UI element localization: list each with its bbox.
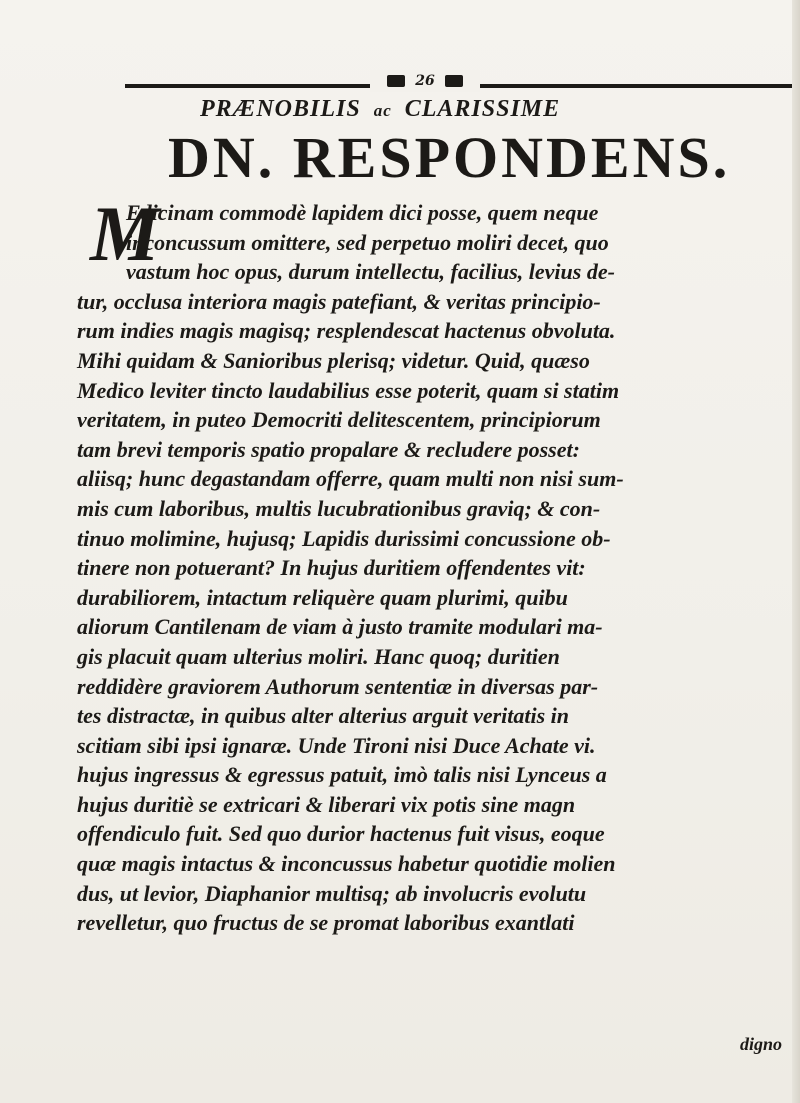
text-line: tinuo molimine, hujusq; Lapidis durissimi concussione ob- — [77, 525, 611, 551]
text-line: tinere non potuerant? In hujus duritiem offendentes vit: — [77, 555, 586, 581]
page-number: 26 — [415, 73, 435, 89]
text-line: inconcussum omittere, sed perpetuo moliri decet, quo — [126, 229, 609, 255]
text-line: aliisq; hunc degastandam offerre, quam multi non nisi sum- — [77, 466, 624, 492]
text-line: scitiam sibi ipsi ignaræ. Unde Tironi nisi Duce Achate vi. — [77, 732, 596, 758]
header-ornament — [125, 70, 795, 92]
text-line: tam brevi temporis spatio propalare & recludere posset: — [77, 436, 580, 462]
text-line: durabiliorem, intactum reliquère quam plurimi, quibu — [77, 584, 568, 610]
body-text — [60, 198, 800, 938]
text-line: vastum hoc opus, durum intellectu, facilius, levius de- — [126, 259, 615, 285]
text-line: gis placuit quam ulterius moliri. Hanc quoq; duritien — [77, 643, 560, 669]
heading-left: PRÆNOBILIS — [200, 96, 361, 122]
text-line: tur, occlusa interiora magis patefiant, & veritas principio- — [77, 288, 601, 314]
ornament-right-icon — [445, 75, 463, 87]
text-line: rum indies magis magisq; resplendescat hactenus obvoluta. — [77, 318, 616, 344]
text-line: hujus duritiè se extricari & liberari vix potis sine magn — [77, 791, 576, 817]
text-line: quæ magis intactus & inconcussus habetur quotidie molien — [77, 851, 616, 877]
text-line: aliorum Cantilenam de viam à justo tramite modulari ma- — [77, 614, 603, 640]
heading-ac: ac — [373, 101, 392, 120]
drop-capital: M — [90, 190, 160, 277]
text-line: revelletur, quo fructus de se promat laboribus exantlati — [77, 910, 575, 936]
dedication-heading — [200, 96, 800, 123]
text-line: tes distractæ, in quibus alter alterius arguit veritatis in — [77, 703, 570, 729]
text-line: veritatem, in puteo Democriti delitescentem, principiorum — [77, 407, 601, 433]
text-line: Medico leviter tincto laudabilius esse poterit, quam si statim — [77, 377, 620, 403]
text-line: reddidère graviorem Authorum sententiæ in diversas par- — [77, 673, 599, 699]
text-line: mis cum laboribus, multis lucubrationibus graviq; & con- — [77, 495, 601, 521]
page-title: DN. RESPONDENS. — [168, 125, 731, 190]
text-line: Edicinam commodè lapidem dici posse, quem neque — [126, 200, 599, 225]
ornament-left-icon — [387, 75, 405, 87]
page-number-box — [370, 70, 480, 92]
text-line: hujus ingressus & egressus patuit, imò talis nisi Lynceus a — [77, 762, 607, 788]
heading-right: CLARISSIME — [404, 96, 561, 122]
text-line: Mihi quidam & Sanioribus plerisq; videtur. Quid, quæso — [77, 347, 590, 373]
text-line: dus, ut levior, Diaphanior multisq; ab involucris evolutu — [77, 880, 587, 906]
page-edge-shadow — [792, 0, 800, 1103]
catchword: digno — [740, 1034, 783, 1054]
text-line: offendiculo fuit. Sed quo durior hactenus fuit visus, eoque — [77, 821, 605, 847]
